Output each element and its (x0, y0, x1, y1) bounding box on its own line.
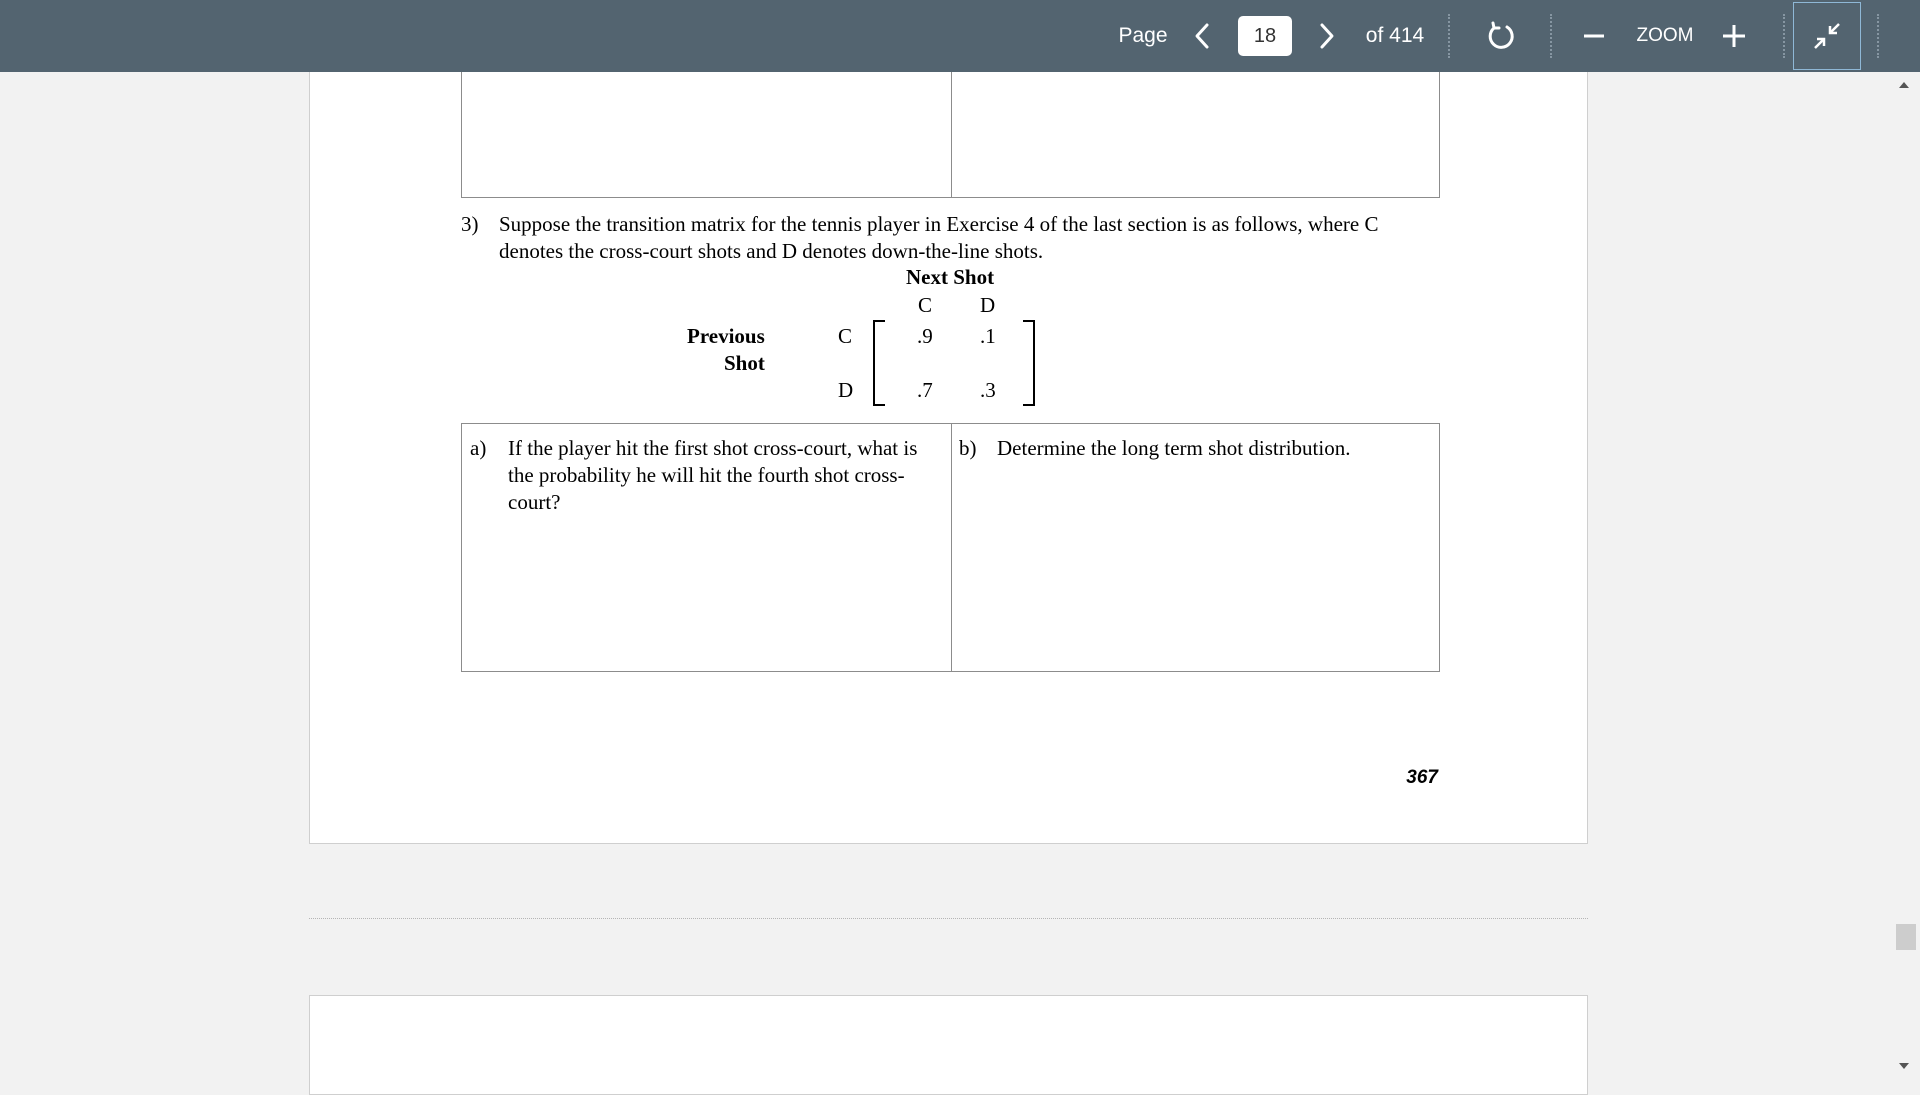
page-separator (309, 918, 1588, 919)
part-a-text: If the player hit the first shot cross-court, what is the probability he will hit the fourth shot cross-court? (508, 436, 918, 514)
table-cell-divider (951, 424, 952, 671)
chevron-left-icon (1193, 22, 1211, 50)
toolbar-divider (1783, 14, 1785, 58)
part-b-text: Determine the long term shot distribution. (997, 436, 1351, 460)
exit-fullscreen-button[interactable] (1793, 2, 1861, 70)
scrollbar-thumb[interactable] (1896, 924, 1916, 950)
scroll-up-arrow[interactable] (1896, 77, 1912, 93)
matrix-cell-dd: .3 (980, 378, 996, 402)
matrix-row-title: Previous (687, 324, 765, 348)
page-number: 367 (1406, 767, 1438, 788)
part-b-label: b) (959, 436, 977, 460)
zoom-label: ZOOM (1636, 25, 1694, 46)
total-pages-label: of 414 (1365, 24, 1425, 47)
matrix-cell-cd: .1 (980, 324, 996, 348)
exit-fullscreen-icon (1812, 21, 1842, 51)
next-pdf-page (309, 995, 1588, 1095)
caret-down-icon (1896, 1058, 1912, 1074)
plus-icon (1722, 24, 1746, 48)
zoom-in-button[interactable] (1718, 0, 1750, 72)
table-cell-divider (951, 72, 952, 197)
matrix-cell-dc: .7 (917, 378, 933, 402)
page-input-wrapper (1238, 0, 1292, 72)
part-a-label: a) (470, 436, 487, 460)
answer-table-top (461, 72, 1440, 198)
matrix-column-title: Next Shot (906, 265, 995, 289)
chevron-right-icon (1318, 22, 1336, 50)
toolbar-divider (1550, 14, 1552, 58)
caret-up-icon (1896, 77, 1912, 93)
matrix-cell-cc: .9 (917, 324, 933, 348)
rotate-icon (1485, 20, 1517, 52)
answer-table (461, 423, 1440, 672)
page-label: Page (1118, 24, 1168, 47)
zoom-out-button[interactable] (1578, 0, 1610, 72)
toolbar-divider (1448, 14, 1450, 58)
previous-page-button[interactable] (1186, 0, 1218, 72)
matrix-row-label-c: C (838, 324, 853, 348)
matrix-row-label-d: D (838, 378, 854, 402)
matrix-col-label-d: D (980, 293, 996, 317)
matrix-row-title-line2: Shot (724, 351, 765, 375)
reset-rotate-button[interactable] (1481, 0, 1521, 72)
matrix-col-label-c: C (918, 293, 933, 317)
page-number-input[interactable] (1238, 16, 1292, 56)
pdf-toolbar (0, 0, 1920, 72)
next-page-button[interactable] (1311, 0, 1343, 72)
problem-text: Suppose the transition matrix for the tennis player in Exercise 4 of the last section is as follows, where C denotes the cross-court shots and D denotes down-the-line shots. (499, 212, 1379, 263)
scroll-down-arrow[interactable] (1896, 1058, 1912, 1074)
toolbar-divider (1877, 14, 1879, 58)
matrix-right-bracket (1023, 320, 1035, 406)
minus-icon (1583, 25, 1605, 47)
matrix-left-bracket (873, 320, 885, 406)
problem-number: 3) (461, 212, 479, 236)
